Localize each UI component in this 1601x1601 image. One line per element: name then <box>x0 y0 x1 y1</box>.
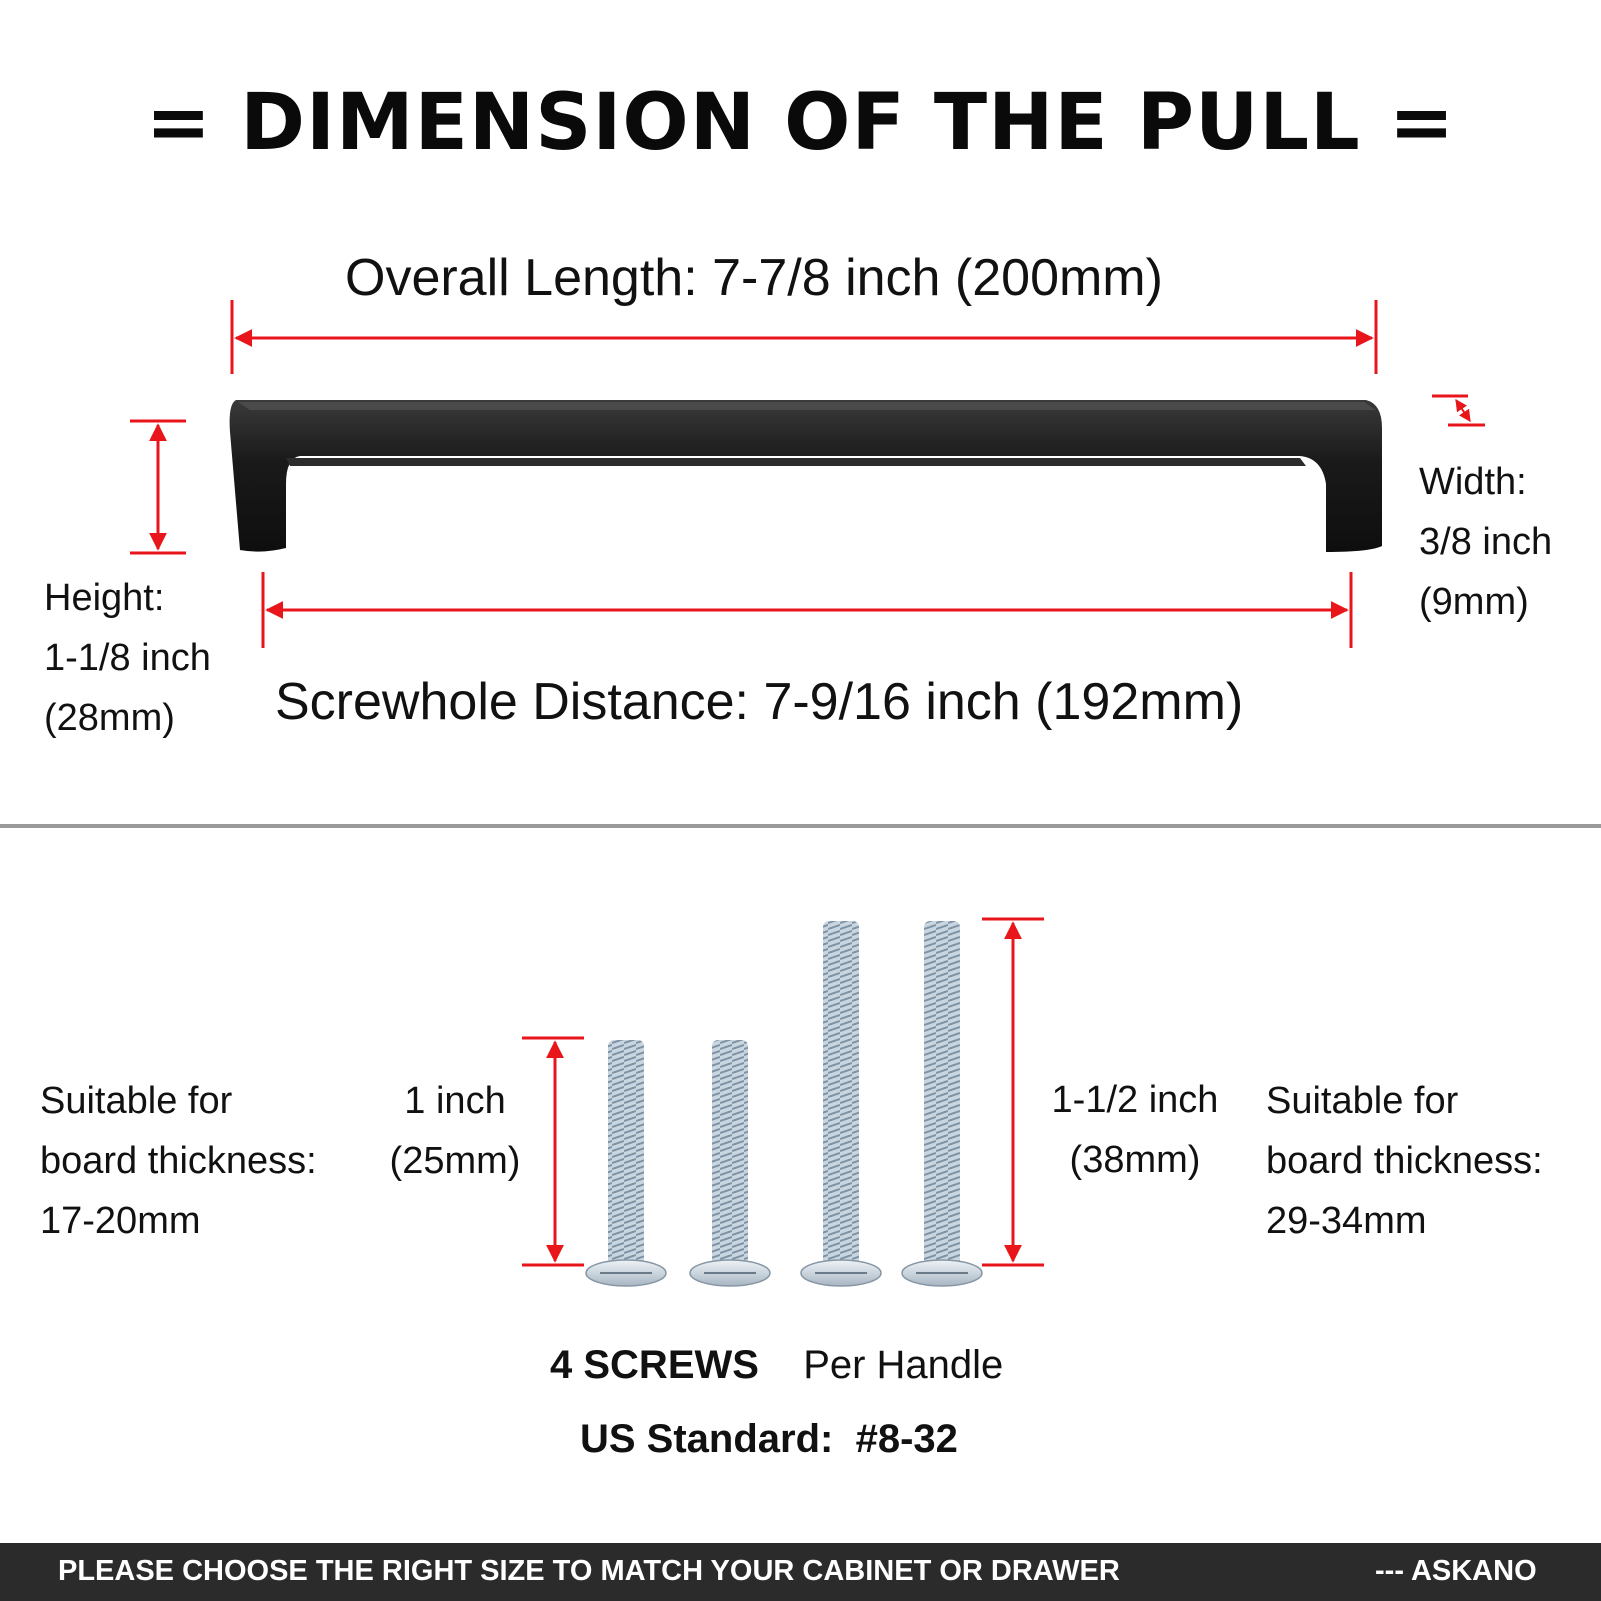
overall-length-label: Overall Length: 7-7/8 inch (200mm) <box>345 249 1163 307</box>
footer-brand: --- ASKANO <box>1375 1555 1537 1587</box>
screw-count-text <box>550 1343 1003 1388</box>
width-label: Width: 3/8 inch (9mm) <box>1419 461 1553 623</box>
long-screw-size: 1-1/2 inch (38mm) <box>1051 1079 1219 1181</box>
footer-banner <box>0 1543 1601 1601</box>
section-divider <box>0 824 1601 828</box>
footer-message: PLEASE CHOOSE THE RIGHT SIZE TO MATCH YOUR CABINET OR DRAWER <box>58 1555 1120 1587</box>
short-screw-size: 1 inch (25mm) <box>389 1080 521 1182</box>
page-title: = DIMENSION OF THE PULL = <box>145 78 1456 168</box>
screwhole-distance-label: Screwhole Distance: 7-9/16 inch (192mm) <box>275 673 1244 731</box>
right-board-thickness: Suitable for board thickness: 29-34mm <box>1266 1080 1543 1242</box>
screw-standard-text: US Standard: #8-32 <box>580 1417 958 1461</box>
screw-count-rest: Per Handle <box>803 1343 1004 1387</box>
left-board-thickness: Suitable for board thickness: 17-20mm <box>40 1080 317 1242</box>
height-label: Height: 1-1/8 inch (28mm) <box>44 577 211 739</box>
screw-count-bold: 4 SCREWS <box>550 1343 759 1387</box>
